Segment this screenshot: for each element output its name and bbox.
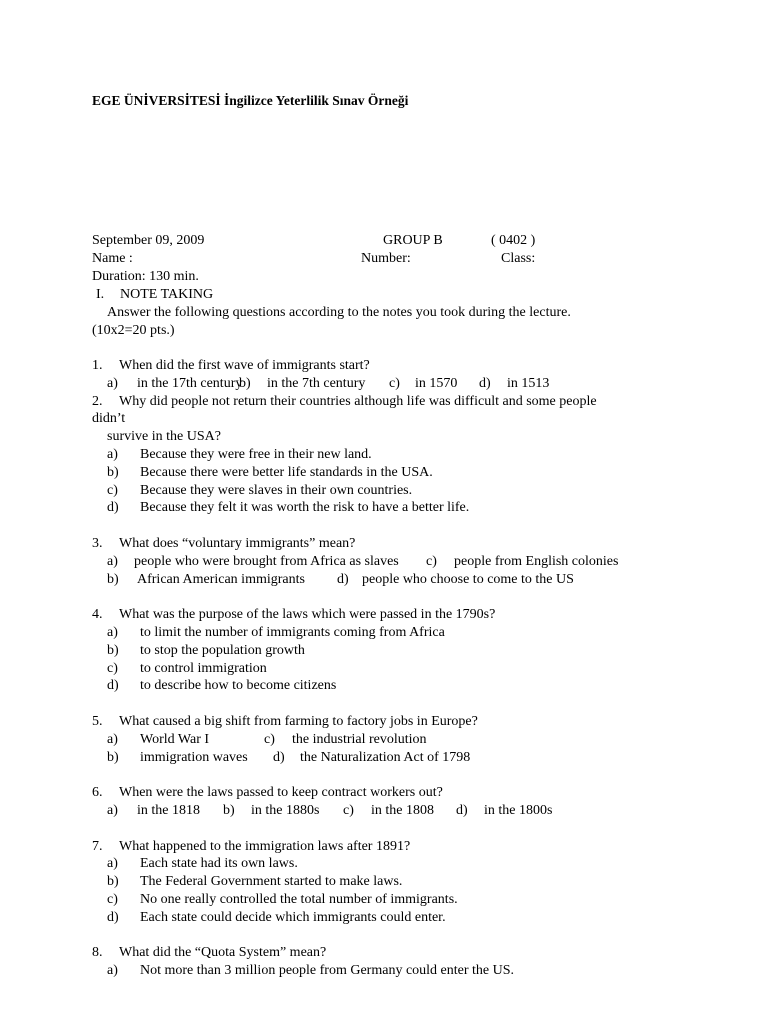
question-5 [92,713,692,731]
option-b: b) The Federal Government started to make laws. [107,874,403,890]
question-text: When did the first wave of immigrants start? [119,358,370,373]
question-5-options-row-1: a) World War I c) the industrial revolution [107,731,427,747]
question-5-options-row-2: b) immigration waves d) the Naturalization Act of 1798 [107,749,471,765]
name-label: Name : [92,251,133,266]
option-text: in the 17th century [137,375,243,391]
question-text: What does “voluntary immigrants” mean? [119,535,356,551]
option-a: a) to limit the number of immigrants coming from Africa [107,624,445,640]
option-d: d) Each state could decide which immigrants could enter. [107,909,446,925]
questions-list [92,357,692,980]
option-b: b) Because there were better life standards in the USA. [107,464,433,480]
section-instruction: Answer the following questions according to the notes you took during the lecture. [107,304,571,320]
question-1 [92,357,692,375]
section-heading [92,286,692,339]
header-row-1 [92,232,712,250]
section-points: (10x2=20 pts.) [92,322,175,338]
option-label: a) [107,375,118,391]
header-row-2 [92,250,712,268]
question-number: 4. [92,607,103,623]
option-c: c) Because they were slaves in their own countries. [107,482,413,498]
option-c: c) to control immigration [107,660,267,676]
question-6-options: a) in the 1818 b) in the 1880s c) in the 1808 d) in the 1800s [107,802,553,818]
option-text: in 1513 [507,375,550,391]
question-number: 1. [92,358,103,373]
question-3-options-row-2: b) African American immigrants d) people who choose to come to the US [107,571,574,587]
question-2-text-cont: didn’t [92,411,126,427]
question-3-options-row-1: a) people who were brought from Africa as slaves c) people from English colonies [107,553,619,569]
question-text: What was the purpose of the laws which were passed in the 1790s? [119,607,496,623]
exam-date: September 09, 2009 [92,233,205,248]
question-1-options [92,375,692,393]
exam-title: EGE ÜNİVERSİTESİ İngilizce Yeterlilik Sınav Örneği [92,93,409,108]
duration-label: Duration: 130 min. [92,269,199,284]
question-3 [92,535,692,553]
exam-code: ( 0402 ) [491,233,536,248]
question-text: When were the laws passed to keep contract workers out? [119,785,443,801]
option-d: d) Because they felt it was worth the risk to have a better life. [107,500,470,516]
question-8 [92,944,692,962]
question-number: 8. [92,945,103,961]
question-2 [92,393,692,411]
question-text: What did the “Quota System” mean? [119,945,327,961]
option-a: a) Each state had its own laws. [107,856,298,872]
option-d: d) to describe how to become citizens [107,678,337,694]
option-a: a) Because they were free in their new land. [107,446,372,462]
question-number: 6. [92,785,103,801]
question-text: What caused a big shift from farming to factory jobs in Europe? [119,713,478,729]
exam-header [92,232,712,286]
question-text: What happened to the immigration laws after 1891? [119,838,411,854]
question-7 [92,838,692,856]
question-number: 3. [92,535,103,551]
question-text: Why did people not return their countries although life was difficult and some people [119,393,597,409]
class-label: Class: [501,251,536,266]
option-text: in the 7th century [267,375,366,391]
section-numeral: I. [96,287,105,302]
option-label: c) [389,375,400,391]
option-c: c) No one really controlled the total number of immigrants. [107,891,458,907]
header-row-3 [92,268,712,286]
number-label: Number: [361,251,411,266]
option-b: b) to stop the population growth [107,642,305,658]
option-text: in 1570 [415,375,458,391]
option-label: b) [239,375,251,391]
question-2-text-cont: survive in the USA? [107,429,221,445]
question-number: 7. [92,838,103,854]
group-label: GROUP B [383,233,443,248]
option-a: a) Not more than 3 million people from Germany could enter the US. [107,963,515,979]
option-label: d) [479,375,491,391]
question-number: 2. [92,393,103,409]
question-number: 5. [92,713,103,729]
section-title: NOTE TAKING [120,287,214,302]
question-4 [92,606,692,624]
question-6 [92,784,692,802]
